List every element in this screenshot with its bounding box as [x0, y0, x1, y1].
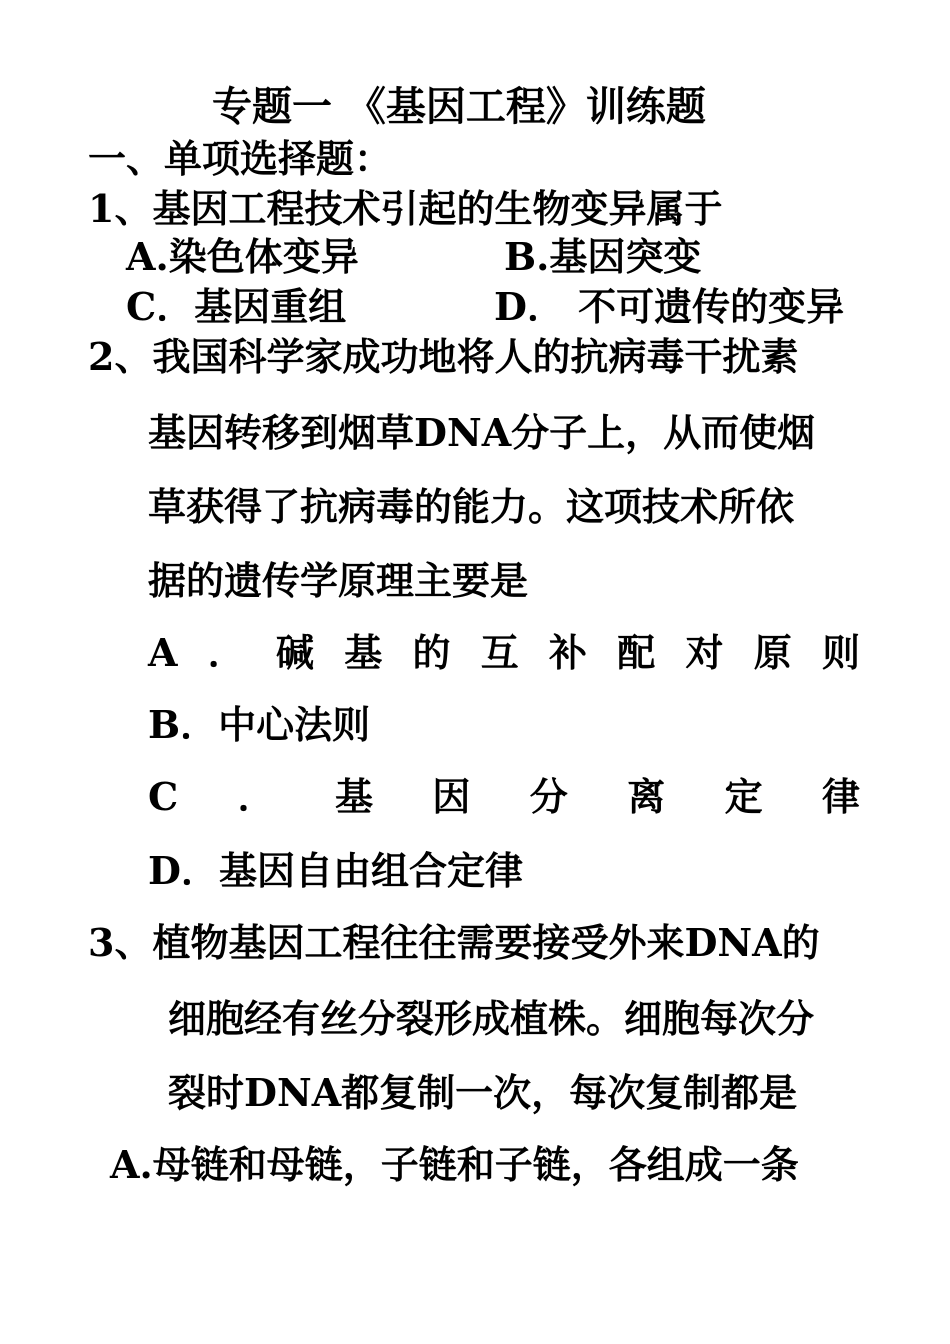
option-char: 则: [821, 630, 860, 675]
question-3-stem-line-1: 3、植物基因工程往往需要接受外来DNA的: [88, 920, 820, 965]
question-2-stem-line-3: 草获得了抗病毒的能力。这项技术所依: [148, 484, 795, 529]
document-title: 专题一 《基因工程》训练题: [212, 83, 706, 130]
question-3-option-a: A.母链和母链，子链和子链，各组成一条: [110, 1142, 799, 1187]
question-2-option-a: [148, 630, 860, 676]
option-char: 互: [480, 630, 519, 675]
option-char: 原: [753, 630, 792, 675]
option-char: 基: [344, 630, 383, 675]
question-2-option-c: [148, 774, 860, 820]
question-2-stem-line-1: 2、我国科学家成功地将人的抗病毒干扰素: [88, 334, 799, 379]
question-2-option-d: D．基因自由组合定律: [148, 848, 523, 893]
question-1-option-c: C．基因重组: [126, 284, 347, 329]
section-heading: 一、单项选择题：: [88, 136, 393, 181]
question-1-option-a: A.染色体变异: [126, 234, 359, 279]
option-char: 定: [724, 774, 763, 819]
option-char: 配: [617, 630, 656, 675]
question-2-option-b: B．中心法则: [148, 702, 371, 747]
question-2-stem-line-4: 据的遗传学原理主要是: [148, 558, 529, 603]
option-char: ．: [237, 774, 276, 819]
option-char: ．: [207, 630, 246, 675]
option-char: 对: [685, 630, 724, 675]
question-1-stem: 1、基因工程技术引起的生物变异属于: [88, 186, 723, 231]
option-char: 补: [548, 630, 587, 675]
question-3-stem-line-3: 裂时DNA都复制一次，每次复制都是: [168, 1070, 798, 1115]
option-char: 分: [529, 774, 568, 819]
question-3-stem-line-2: 细胞经有丝分裂形成植株。细胞每次分: [168, 996, 815, 1041]
option-char: A: [148, 630, 178, 675]
question-1-option-b: B.基因突变: [504, 234, 702, 279]
option-char: C: [148, 774, 179, 819]
option-char: 律: [821, 774, 860, 819]
question-2-stem-line-2: 基因转移到烟草DNA分子上，从而使烟: [148, 410, 816, 455]
option-char: 碱: [275, 630, 314, 675]
option-char: 基: [335, 774, 374, 819]
option-char: 的: [412, 630, 451, 675]
option-char: 离: [627, 774, 666, 819]
question-1-option-d: D． 不可遗传的变异: [494, 284, 845, 329]
option-char: 因: [432, 774, 471, 819]
